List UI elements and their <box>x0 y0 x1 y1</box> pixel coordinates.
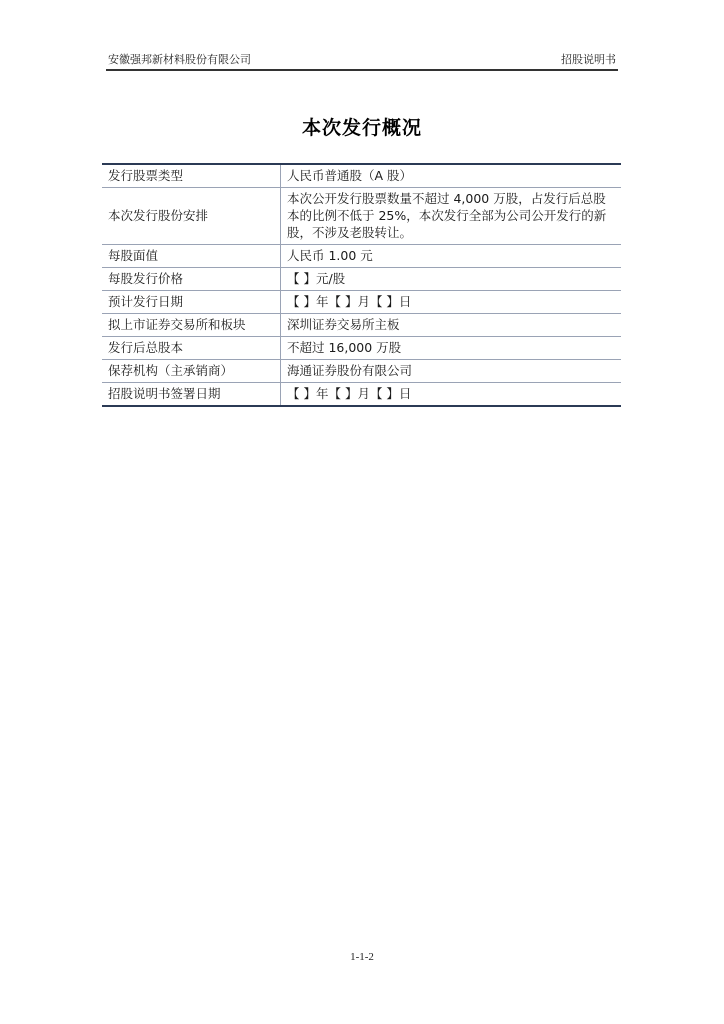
table-row <box>102 188 621 245</box>
table-row <box>102 268 621 291</box>
row-value: 人民币 1.00 元 <box>281 245 622 268</box>
header-company-name: 安徽强邦新材料股份有限公司 <box>108 53 251 66</box>
page-title: 本次发行概况 <box>301 117 422 139</box>
row-value: 【 】元/股 <box>281 268 622 291</box>
row-label: 每股发行价格 <box>102 268 281 291</box>
row-value: 不超过 16,000 万股 <box>281 337 622 360</box>
table-row <box>102 360 621 383</box>
row-label: 保荐机构（主承销商） <box>102 360 281 383</box>
row-label: 招股说明书签署日期 <box>102 383 281 407</box>
table-row <box>102 383 621 407</box>
table-row <box>102 337 621 360</box>
row-label: 本次发行股份安排 <box>102 188 281 245</box>
row-label: 发行股票类型 <box>102 164 281 188</box>
table-row <box>102 314 621 337</box>
offering-overview-table <box>102 163 621 407</box>
row-value: 本次公开发行股票数量不超过 4,000 万股，占发行后总股本的比例不低于 25%，本次发行全部为公司公开发行的新股，不涉及老股转让。 <box>281 188 622 245</box>
table-row <box>102 164 621 188</box>
header-divider <box>106 69 618 71</box>
table-row <box>102 291 621 314</box>
page-header <box>106 51 618 69</box>
row-value: 【 】年【 】月【 】日 <box>281 291 622 314</box>
row-value: 人民币普通股（A 股） <box>281 164 622 188</box>
row-label: 预计发行日期 <box>102 291 281 314</box>
row-label: 发行后总股本 <box>102 337 281 360</box>
row-value: 海通证券股份有限公司 <box>281 360 622 383</box>
row-value: 【 】年【 】月【 】日 <box>287 386 412 401</box>
row-label: 拟上市证券交易所和板块 <box>102 314 281 337</box>
header-document-type: 招股说明书 <box>561 53 616 66</box>
page-number: 1-1-2 <box>350 951 374 963</box>
table-row <box>102 245 621 268</box>
row-label: 每股面值 <box>102 245 281 268</box>
row-value: 深圳证券交易所主板 <box>281 314 622 337</box>
